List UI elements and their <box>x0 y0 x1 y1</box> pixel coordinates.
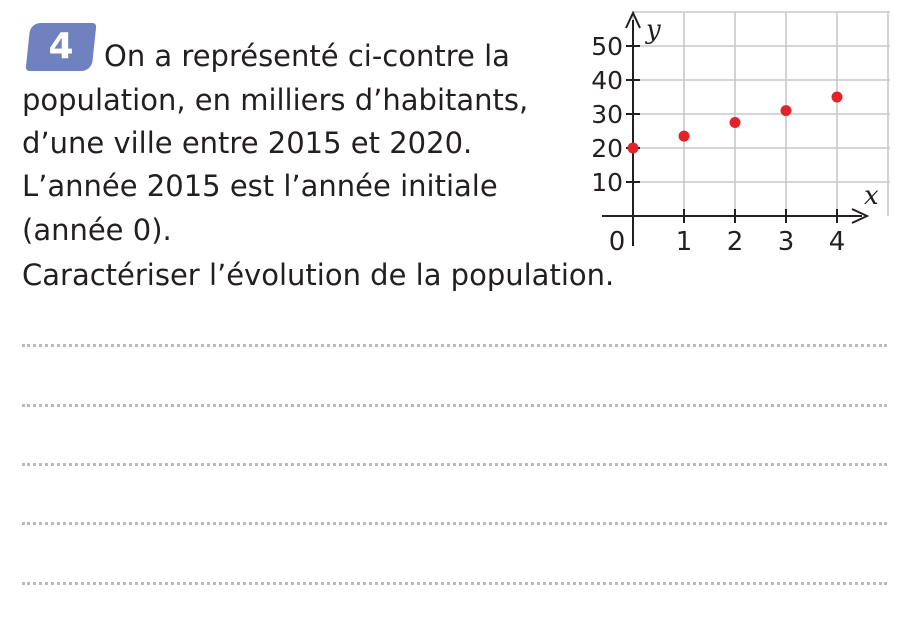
statement-line-1: On a représenté ci-contre la <box>104 39 510 73</box>
x-tick-label: 3 <box>777 227 795 257</box>
exercise-number: 4 <box>48 26 74 67</box>
answer-line-5[interactable] <box>22 582 887 585</box>
y-tick-label: 40 <box>591 66 623 95</box>
data-point <box>679 131 690 142</box>
statement-line-5: (année 0). <box>22 213 172 247</box>
question-line: Caractériser l’évolution de la population. <box>22 258 615 292</box>
answer-line-2[interactable] <box>22 404 887 407</box>
data-point <box>628 143 639 154</box>
statement-line-3: d’une ville entre 2015 et 2020. <box>22 126 473 160</box>
statement-line-2: population, en milliers d’habitants, <box>22 83 529 117</box>
y-axis-label: y <box>646 15 661 45</box>
data-point <box>730 117 741 128</box>
y-tick-label: 20 <box>591 134 623 163</box>
x-tick-label: 2 <box>726 227 744 257</box>
x-tick-label: 1 <box>675 227 693 257</box>
answer-line-1[interactable] <box>22 344 887 347</box>
x-axis-label: x <box>864 181 879 211</box>
origin-label: 0 <box>608 227 626 257</box>
data-point <box>781 105 792 116</box>
y-tick-label: 30 <box>591 100 623 129</box>
answer-line-3[interactable] <box>22 463 887 466</box>
data-point <box>832 92 843 103</box>
y-tick-label: 10 <box>591 168 623 197</box>
answer-line-4[interactable] <box>22 522 887 525</box>
exercise-number-badge <box>25 23 96 71</box>
x-tick-label: 4 <box>828 227 846 257</box>
population-scatter-chart <box>590 8 890 263</box>
statement-line-4: L’année 2015 est l’année initiale <box>22 169 498 203</box>
y-tick-label: 50 <box>591 32 623 61</box>
